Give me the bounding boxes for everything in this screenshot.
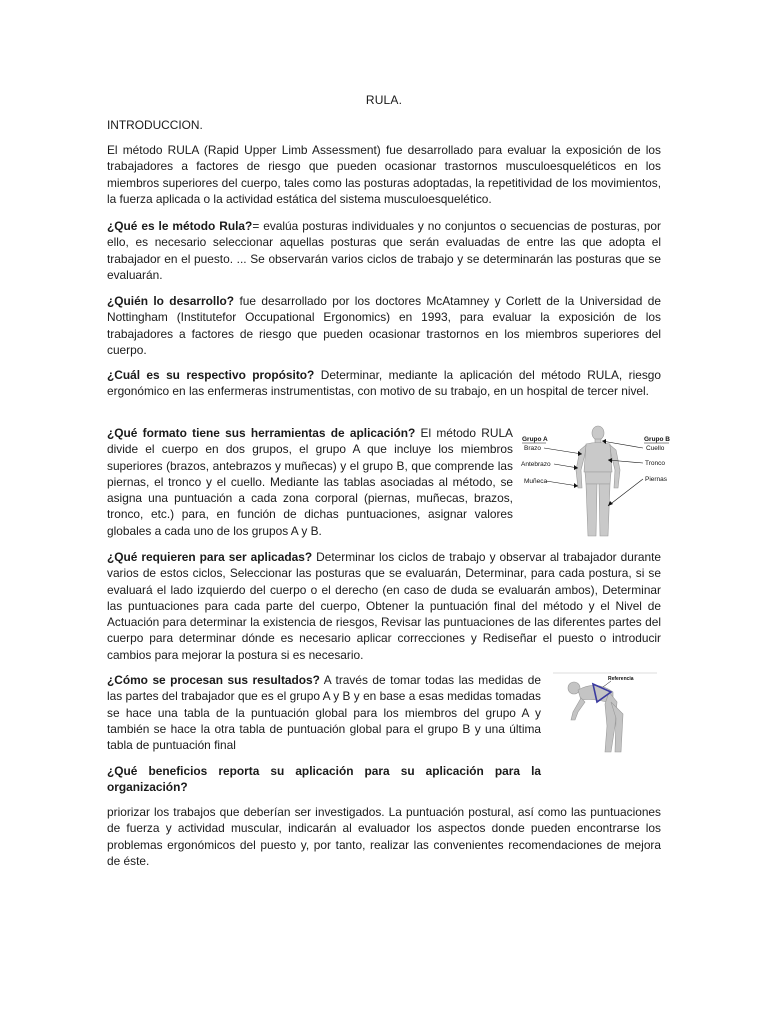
- body-diagram-svg: [518, 424, 674, 542]
- section-proposito: [107, 367, 661, 400]
- label-referencia: Referencia: [608, 676, 634, 682]
- answer: El método RULA divide el cuerpo en dos grupos, el grupo A que incluye los miembros superiores (brazos, antebrazos y muñecas) y el grupo B, que comprende las piernas, el tronco y el cuello. Mediante las tablas asociadas al método, se asigna una puntuación a cada zona corporal (piernas, muñecas, brazos, tronco, etc.) para, en función de dichas puntuaciones, asignar valores globales a cada uno de los grupos A y B.: [107, 426, 513, 538]
- section-beneficios: [107, 763, 541, 796]
- human-figure: [576, 426, 620, 536]
- benefits-paragraph: priorizar los trabajos que deberían ser investigados. La puntuación postural, así como las puntuaciones de fuerza y actividad muscular, indicarán al evaluador los aspectos donde pueden encontrarse los problemas ergonómicos del puesto y, por tanto, realizar las convenientes recomendaciones de mejora de éste.: [107, 805, 661, 868]
- label-cuello: Cuello: [646, 445, 665, 452]
- question: ¿Cómo se procesan sus resultados?: [107, 673, 320, 687]
- question: ¿Cuál es su respectivo propósito?: [107, 368, 315, 382]
- label-brazo: Brazo: [524, 445, 541, 452]
- section-formato: [107, 425, 513, 539]
- section-que-es: [107, 218, 661, 283]
- intro-heading: INTRODUCCION.: [107, 118, 203, 132]
- intro-paragraph: El método RULA (Rapid Upper Limb Assessment) fue desarrollado para evaluar la exposición de los trabajadores a factores de riesgo que pueden ocasionar trastornos musculoesqueléticos en los miembros superiores del cuerpo, tales como las posturas adoptadas, la repetitividad de los movimientos, la fuerza aplicada o la actividad estática del sistema musculoesquelético.: [107, 143, 661, 206]
- section-requieren: [107, 549, 661, 663]
- section-procesan: [107, 672, 541, 753]
- question: ¿Quién lo desarrollo?: [107, 294, 235, 308]
- posture-diagram-svg: [551, 672, 659, 756]
- question: ¿Qué es le método Rula?: [107, 219, 253, 233]
- label-grupo-b: Grupo B: [644, 436, 670, 443]
- question: ¿Qué formato tiene sus herramientas de aplicación?: [107, 426, 416, 440]
- document-title: RULA.: [365, 93, 403, 107]
- label-piernas: Piernas: [645, 476, 668, 483]
- question: ¿Qué beneficios reporta su aplicación para su aplicación para la organización?: [107, 764, 541, 795]
- label-tronco: Tronco: [645, 460, 665, 467]
- rula-body-groups-figure: [518, 424, 674, 542]
- label-antebrazo: Antebrazo: [521, 461, 551, 468]
- rula-posture-figure: [551, 672, 659, 756]
- answer: Determinar, mediante la aplicación del método RULA, riesgo ergonómico en las enfermeras instrumentistas, con motivo de su trabajo, en un hospital de tercer nivel.: [107, 368, 662, 399]
- answer: fue desarrollado por los doctores McAtamney y Corlett de la Universidad de Nottingham (Institutefor Occupational Ergonomics) en 1993, para evaluar la exposición de los trabajadores a factores de riesgo que pueden ocasionar trastornos en los miembros superiores del cuerpo.: [107, 294, 662, 357]
- question: ¿Qué requieren para ser aplicadas?: [107, 550, 313, 564]
- answer: A través de tomar todas las medidas de las partes del trabajador que es el grupo A y B y en base a esas medidas tomadas se hace una tabla de la puntuación global para los miembros del grupo A y también se hace la otra tabla de puntuación global para el grupo B y una última tabla de puntuación final: [107, 673, 541, 753]
- label-muneca: Muñeca: [524, 478, 548, 485]
- label-grupo-a: Grupo A: [522, 436, 548, 443]
- answer: Determinar los ciclos de trabajo y observar al trabajador durante varios de estos ciclos, Seleccionar las posturas que se evaluarán, Determinar, para cada postura, si se evaluará el lado izquierdo del cuerpo o el derecho (en caso de duda se evaluarán ambos), Determinar las puntuaciones para cada parte del cuerpo, Obtener la puntuación final del método y el Nivel de Actuación para determinar la existencia de riesgos, Revisar las puntuaciones de las diferentes partes del cuerpo para determinar dónde es necesario aplicar correcciones y Rediseñar el puesto o introducir cambios para mejorar la postura si es necesario.: [107, 550, 661, 662]
- answer: = evalúa posturas individuales y no conjuntos o secuencias de posturas, por ello, es necesario seleccionar aquellas posturas que serán evaluadas de entre las que adopta el trabajador en el puesto. ... Se observarán varios ciclos de trabajo y se determinarán las posturas que se evaluarán.: [107, 219, 661, 282]
- section-quien: [107, 293, 661, 358]
